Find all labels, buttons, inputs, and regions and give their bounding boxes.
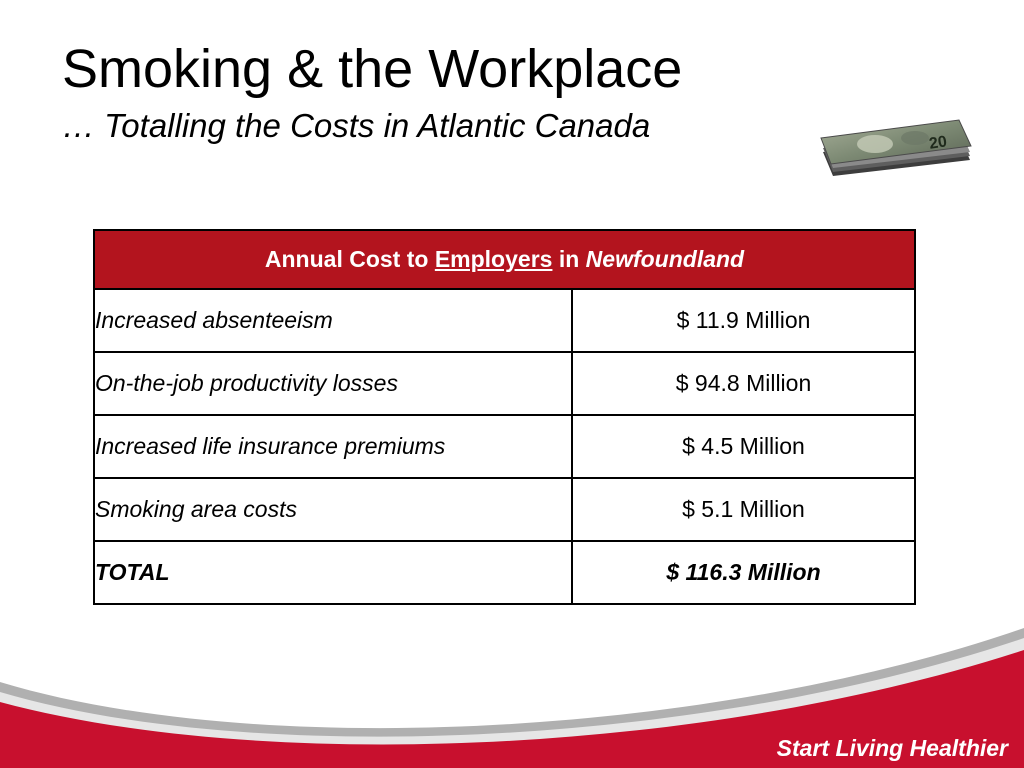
total-value: $ 116.3 Million — [572, 541, 915, 604]
table-row — [94, 478, 915, 541]
row-label: Increased life insurance premiums — [94, 415, 572, 478]
header-part-3: in — [552, 246, 586, 272]
table-total-row — [94, 541, 915, 604]
table-row — [94, 415, 915, 478]
banknote-stack-icon — [815, 112, 975, 187]
table-header-row — [94, 230, 915, 289]
row-value: $ 5.1 Million — [572, 478, 915, 541]
total-label: TOTAL — [94, 541, 572, 604]
row-label: On-the-job productivity losses — [94, 352, 572, 415]
row-value: $ 11.9 Million — [572, 289, 915, 352]
footer-tagline: Start Living Healthier — [776, 735, 1008, 761]
slide-title: Smoking & the Workplace — [62, 39, 683, 99]
row-label: Increased absenteeism — [94, 289, 572, 352]
header-part-1: Annual Cost to — [264, 246, 435, 272]
slide-subtitle: … Totalling the Costs in Atlantic Canada — [62, 107, 651, 144]
table-row — [94, 289, 915, 352]
banknote-denomination: 20 — [927, 133, 949, 153]
table-header — [94, 230, 915, 289]
row-value: $ 4.5 Million — [572, 415, 915, 478]
footer-band — [0, 620, 1024, 768]
row-value: $ 94.8 Million — [572, 352, 915, 415]
row-label: Smoking area costs — [94, 478, 572, 541]
cost-table — [93, 229, 916, 605]
header-part-employers: Employers — [434, 246, 553, 272]
header-part-province: Newfoundland — [585, 246, 745, 272]
table-row — [94, 352, 915, 415]
